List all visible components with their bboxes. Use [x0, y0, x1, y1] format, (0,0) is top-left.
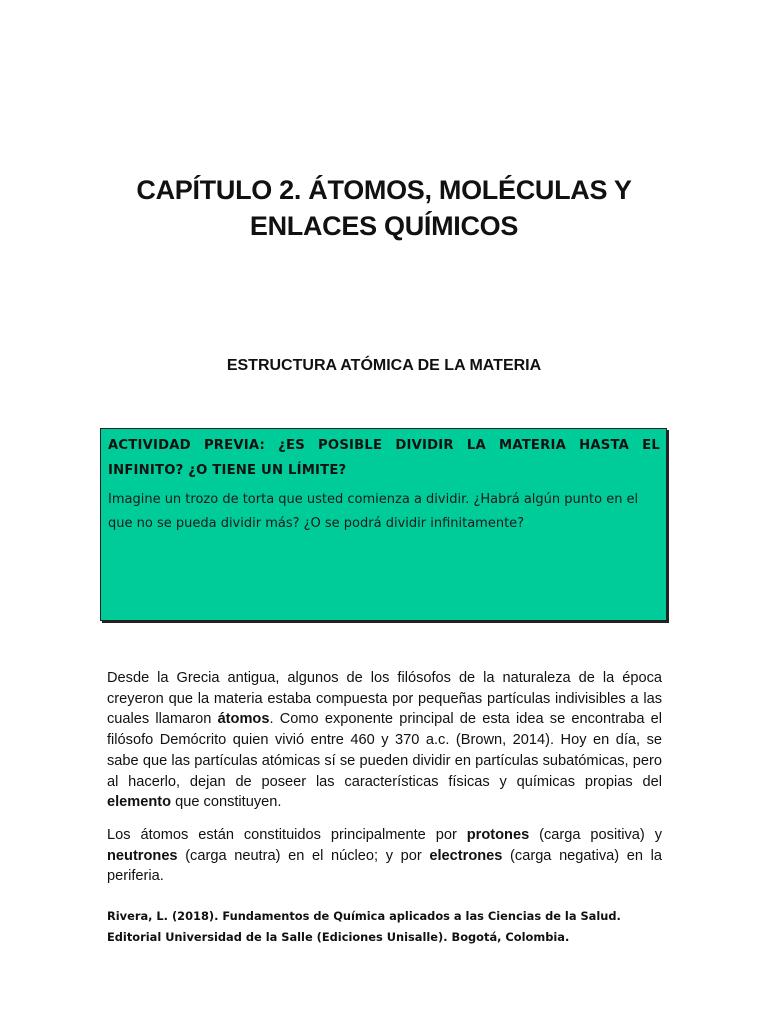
term-protones: protones: [466, 827, 530, 843]
activity-box: [100, 428, 667, 621]
citation-text: Rivera, L. (2018). Fundamentos de Química aplicados a las Ciencias de la Salud. Editorial Universidad de la Salle (Ediciones Unisalle). Bogotá, Colombia.: [107, 909, 621, 944]
particles-text-3: (carga neutra) en el núcleo; y por: [177, 847, 430, 864]
chapter-title-line-2: ENLACES QUÍMICOS: [249, 211, 519, 241]
term-elemento: elemento: [107, 794, 172, 811]
intro-text-3: que constituyen.: [171, 794, 282, 811]
activity-heading: ACTIVIDAD PREVIA: ¿ES POSIBLE DIVIDIR LA MATERIA HASTA EL INFINITO? ¿O TIENE UN LÍMITE?: [108, 438, 660, 478]
particles-text-1: Los átomos están constituidos principalmente por: [107, 827, 467, 843]
chapter-title: [0, 172, 768, 244]
term-atomos: átomos: [217, 711, 270, 728]
term-electrones: electrones: [429, 847, 503, 864]
section-title: ESTRUCTURA ATÓMICA DE LA MATERIA: [226, 357, 542, 374]
intro-paragraph: [107, 668, 662, 813]
intro-text-1: Desde la Grecia antigua, algunos de los filósofos de la naturaleza de la época creyeron que la materia estaba compuesta por pequeñas partículas indivisibles a las cuales llamaron: [107, 670, 662, 728]
activity-body: Imagine un trozo de torta que usted comienza a dividir. ¿Habrá algún punto en el que no se pueda dividir más? ¿O se podrá dividir infinitamente?: [108, 492, 639, 531]
chapter-title-line-1: CAPÍTULO 2. ÁTOMOS, MOLÉCULAS Y: [136, 175, 632, 205]
particles-text-2: (carga positiva) y: [529, 827, 663, 843]
term-neutrones: neutrones: [107, 847, 178, 864]
citation: [107, 906, 667, 948]
particles-paragraph: [107, 825, 662, 887]
particles-text-4: (carga negativa) en la periferia.: [107, 847, 662, 885]
intro-text-2: . Como exponente principal de esta idea se encontraba el filósofo Demócrito quien vivió entre 460 y 370 a.c. (Brown, 2014). Hoy en día, se sabe que las partículas atómicas sí se pueden dividir en partículas subatómicas, pero al hacerlo, dejan de poseer las características físicas y químicas propias del: [107, 711, 662, 790]
